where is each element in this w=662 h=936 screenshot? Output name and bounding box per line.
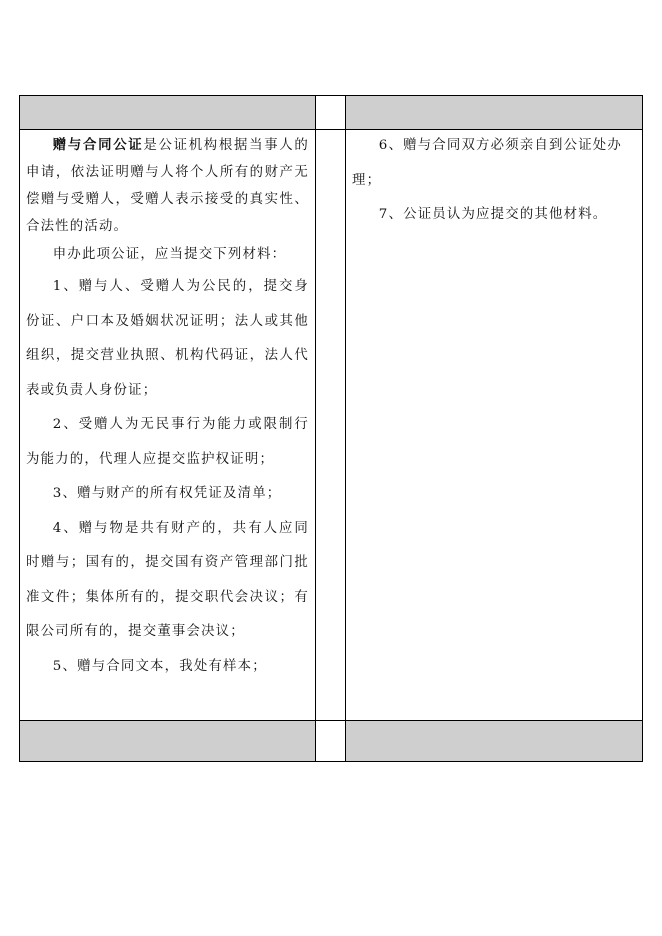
header-cell-gutter [316, 96, 346, 130]
body-cell-gutter [316, 130, 346, 721]
header-cell-left [20, 96, 316, 130]
right-content-cell [346, 130, 643, 721]
left-content-cell [20, 130, 316, 721]
materials-heading: 申办此项公证，应当提交下列材料： [52, 247, 287, 262]
footer-cell-gutter [316, 721, 346, 762]
intro-paragraph [26, 132, 309, 240]
material-item-4: 4、赠与物是共有财产的，共有人应同时赠与；国有的，提交国有资产管理部门批准文件；集体所有的，提交职代会决议；有限公司所有的，提交董事会决议； [26, 520, 309, 639]
material-item-2: 2、受赠人为无民事行为能力或限制行为能力的，代理人应提交监护权证明； [26, 417, 309, 467]
intro-text: 是公证机构根据当事人的申请，依法证明赠与人将个人所有的财产无偿赠与受赠人，受赠人表示接受的真实性、合法性的活动。 [26, 138, 309, 234]
footer-cell-right [346, 721, 643, 762]
material-item-3: 3、赠与财产的所有权凭证及清单； [52, 486, 282, 501]
intro-bold-term: 赠与合同公证 [52, 137, 144, 153]
table-footer-row [20, 721, 643, 762]
table-body-row [20, 130, 643, 721]
material-item-6: 6、赠与合同双方必须亲自到公证处办理； [352, 138, 622, 188]
header-cell-right [346, 96, 643, 130]
material-item-5: 5、赠与合同文本，我处有样本； [52, 658, 267, 674]
footer-cell-left [20, 721, 316, 762]
table-header-row [20, 96, 643, 130]
material-item-1: 1、赠与人、受赠人为公民的，提交身份证、户口本及婚姻状况证明；法人或其他组织，提交营业执照、机构代码证，法人代表或负责人身份证； [26, 279, 309, 398]
notary-info-table [19, 95, 643, 762]
material-item-7: 7、公证员认为应提交的其他材料。 [378, 207, 608, 222]
